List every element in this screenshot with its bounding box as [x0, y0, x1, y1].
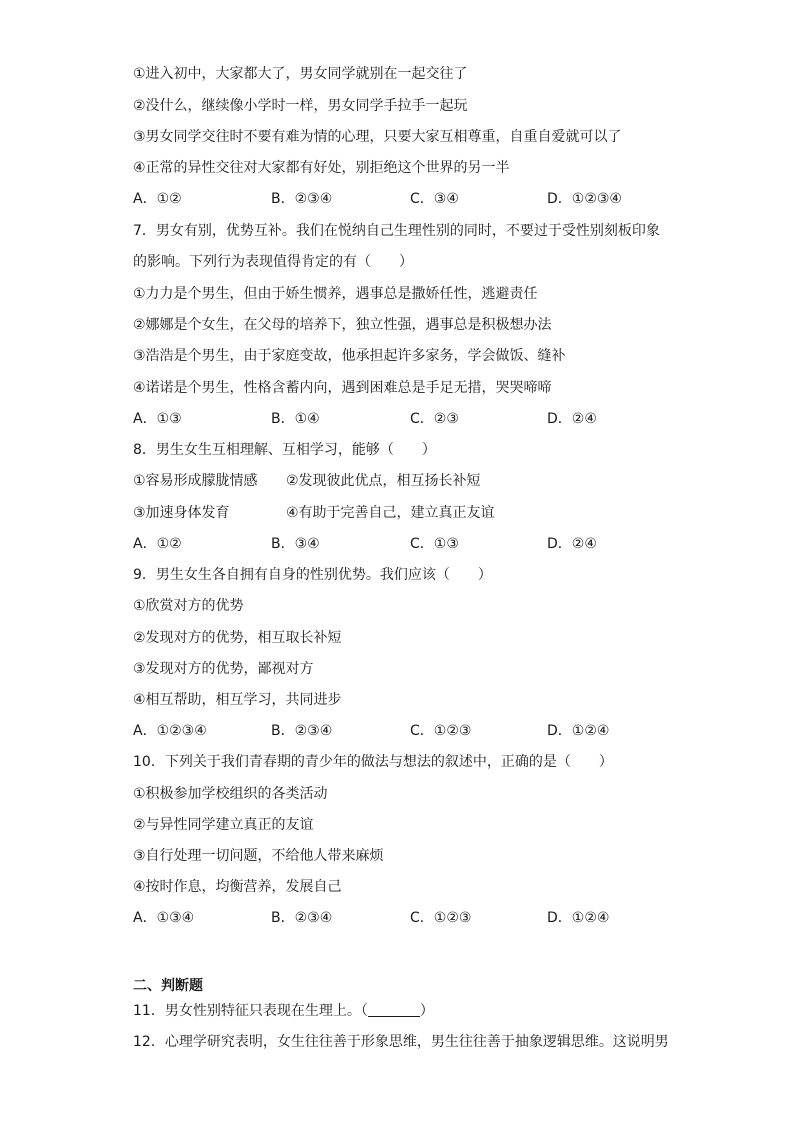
- q9-option-a[interactable]: A．①②③④: [133, 723, 207, 739]
- q7-stem-line1: 7．男女有别，优势互补。我们在悦纳自己生理性别的同时，不要过于受性别刻板印象: [133, 223, 660, 239]
- q8-option-c[interactable]: C．①③: [410, 536, 459, 552]
- q7-item-2: ②娜娜是个女生，在父母的培养下，独立性强，遇事总是积极想办法: [133, 317, 552, 333]
- q9-option-d[interactable]: D．①②④: [547, 723, 610, 739]
- q7-option-c[interactable]: C．②③: [410, 411, 459, 427]
- q7-stem-line2: 的影响。下列行为表现值得肯定的有（ ）: [133, 254, 413, 270]
- q10-item-1: ①积极参加学校组织的各类活动: [133, 786, 328, 802]
- q8-item-3: ③加速身体发育: [133, 505, 230, 521]
- q7-item-4: ④诺诺是个男生，性格含蓄内向，遇到困难总是手足无措，哭哭啼啼: [133, 380, 552, 396]
- q8-option-d[interactable]: D．②④: [547, 536, 597, 552]
- q9-option-b[interactable]: B．②③④: [271, 723, 333, 739]
- q10-item-2: ②与异性同学建立真正的友谊: [133, 817, 314, 833]
- q11: [133, 1001, 434, 1021]
- q9-option-c[interactable]: C．①②③: [410, 723, 472, 739]
- q11-answer-blank[interactable]: [368, 1002, 420, 1017]
- q9-options: [133, 721, 693, 741]
- q6-option-b[interactable]: B．②③④: [271, 191, 333, 207]
- q6-item-2: ②没什么，继续像小学时一样，男女同学手拉手一起玩: [133, 98, 468, 114]
- q7-options: [133, 409, 693, 429]
- q8-items-row1: [133, 471, 693, 491]
- q8-item-1: ①容易形成朦胧情感: [133, 473, 258, 489]
- q10-option-c[interactable]: C．①②③: [410, 910, 472, 926]
- q7-item-1: ①力力是个男生，但由于娇生惯养，遇事总是撒娇任性，逃避责任: [133, 286, 538, 302]
- q8-option-b[interactable]: B．③④: [271, 536, 320, 552]
- q6-option-d[interactable]: D．①②③④: [547, 191, 622, 207]
- q10-item-4: ④按时作息，均衡营养，发展自己: [133, 879, 342, 895]
- q10-options: [133, 908, 693, 928]
- q9-item-4: ④相互帮助，相互学习，共同进步: [133, 692, 342, 708]
- q6-item-4: ④正常的异性交往对大家都有好处，别拒绝这个世界的另一半: [133, 160, 510, 176]
- q7-item-3: ③浩浩是个男生，由于家庭变故，他承担起许多家务，学会做饭、缝补: [133, 348, 566, 364]
- q10-stem: 10．下列关于我们青春期的青少年的做法与想法的叙述中，正确的是（ ）: [133, 754, 613, 770]
- section-title-judgement: 二、判断题: [133, 978, 203, 994]
- q7-option-d[interactable]: D．②④: [547, 411, 597, 427]
- q8-item-4: ④有助于完善自己，建立真正友谊: [286, 505, 495, 521]
- q8-items-row2: [133, 503, 693, 523]
- q6-item-1: ①进入初中，大家都大了，男女同学就别在一起交往了: [133, 66, 468, 82]
- q12-stem: 12．心理学研究表明，女生往往善于形象思维，男生往往善于抽象逻辑思维。这说明男: [133, 1034, 669, 1050]
- q10-option-a[interactable]: A．①③④: [133, 910, 195, 926]
- q10-option-b[interactable]: B．②③④: [271, 910, 333, 926]
- q10-option-d[interactable]: D．①②④: [547, 910, 610, 926]
- q9-item-3: ③发现对方的优势，鄙视对方: [133, 661, 314, 677]
- q8-item-2: ②发现彼此优点，相互扬长补短: [286, 473, 481, 489]
- q9-item-2: ②发现对方的优势，相互取长补短: [133, 630, 342, 646]
- q10-item-3: ③自行处理一切问题，不给他人带来麻烦: [133, 848, 384, 864]
- q7-option-a[interactable]: A．①③: [133, 411, 182, 427]
- q6-options: [133, 189, 693, 209]
- q7-option-b[interactable]: B．①④: [271, 411, 320, 427]
- q8-option-a[interactable]: A．①②: [133, 536, 182, 552]
- q11-text-after: ）: [419, 1003, 434, 1019]
- q6-item-3: ③男女同学交往时不要有难为情的心理，只要大家互相尊重，自重自爱就可以了: [133, 129, 622, 145]
- q6-option-c[interactable]: C．③④: [410, 191, 459, 207]
- q11-text-before: 11．男女性别特征只表现在生理上。（: [133, 1003, 368, 1019]
- q8-options: [133, 534, 693, 554]
- q9-item-1: ①欣赏对方的优势: [133, 598, 244, 614]
- q8-stem: 8．男生女生互相理解、互相学习，能够（ ）: [133, 442, 436, 458]
- q6-option-a[interactable]: A．①②: [133, 191, 182, 207]
- q9-stem: 9．男生女生各自拥有自身的性别优势。我们应该（ ）: [133, 567, 492, 583]
